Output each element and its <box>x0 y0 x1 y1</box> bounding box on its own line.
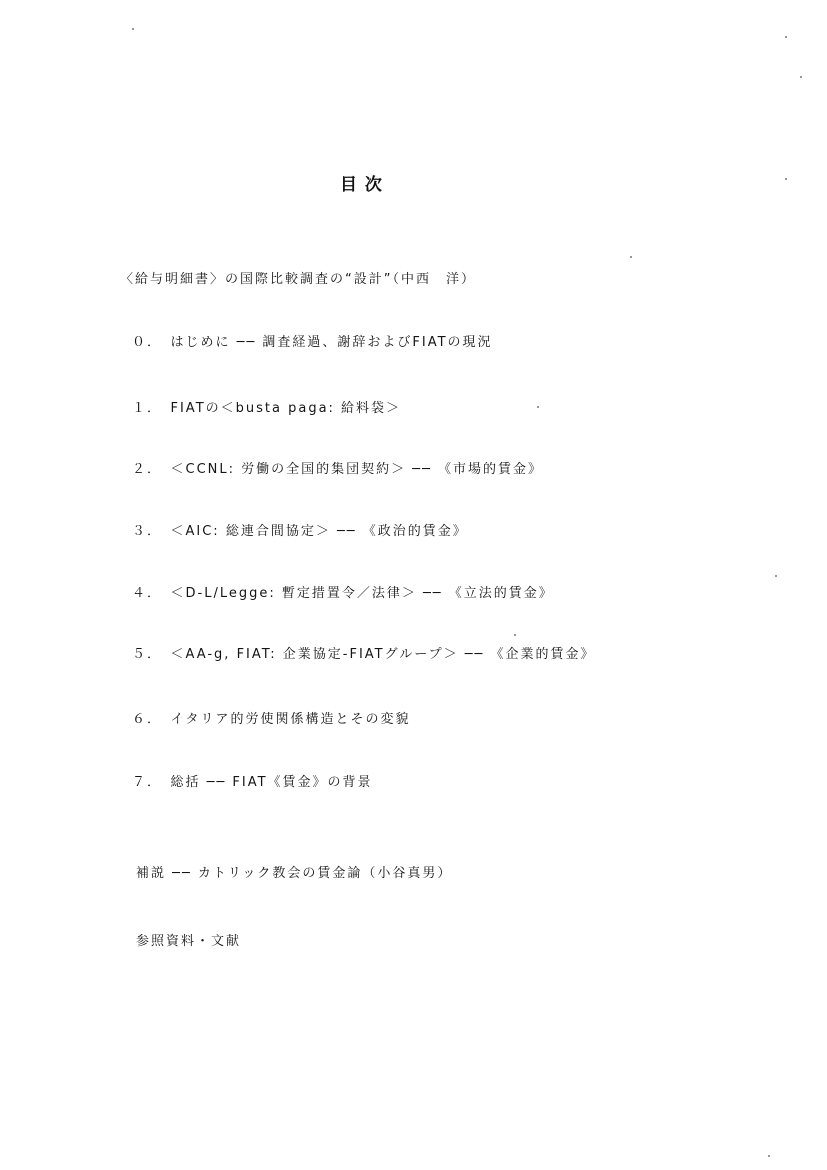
scan-speck <box>785 36 787 38</box>
toc-item-6: ６． イタリア的労使関係構造とその変貌 <box>132 712 411 727</box>
scan-speck <box>775 575 777 577</box>
toc-item-1: １． FIATの＜busta paga: 給料袋＞ <box>132 401 402 416</box>
toc-item-7: ７． 総括 ── FIAT《賃金》の背景 <box>132 775 373 790</box>
scan-speck <box>785 178 787 180</box>
intro-line: 〈給与明細書〉の国際比較調査の“設計”（中西 洋） <box>120 272 476 287</box>
scan-speck <box>768 1155 770 1157</box>
page-title: 目 次 <box>340 175 383 195</box>
scan-speck <box>514 634 516 636</box>
toc-item-3: ３． ＜AIC: 総連合間協定＞ ── 《政治的賃金》 <box>132 524 468 539</box>
appendix-line: 補説 ── カトリック教会の賃金論（小谷真男） <box>136 866 453 881</box>
toc-item-4: ４． ＜D-L/Legge: 暫定措置令／法律＞ ── 《立法的賃金》 <box>132 586 554 601</box>
scan-speck <box>537 406 539 408</box>
references-line: 参照資料・文献 <box>136 934 242 949</box>
toc-item-0: ０． はじめに ── 調査経過、謝辞およびFIATの現況 <box>132 335 493 350</box>
scan-speck <box>800 76 802 78</box>
scan-speck <box>132 28 134 30</box>
scan-speck <box>630 256 632 258</box>
toc-item-5: ５． ＜AA-g, FIAT: 企業協定-FIATグループ＞ ── 《企業的賃金》 <box>132 647 596 662</box>
toc-item-2: ２． ＜CCNL: 労働の全国的集団契約＞ ── 《市場的賃金》 <box>132 462 544 477</box>
